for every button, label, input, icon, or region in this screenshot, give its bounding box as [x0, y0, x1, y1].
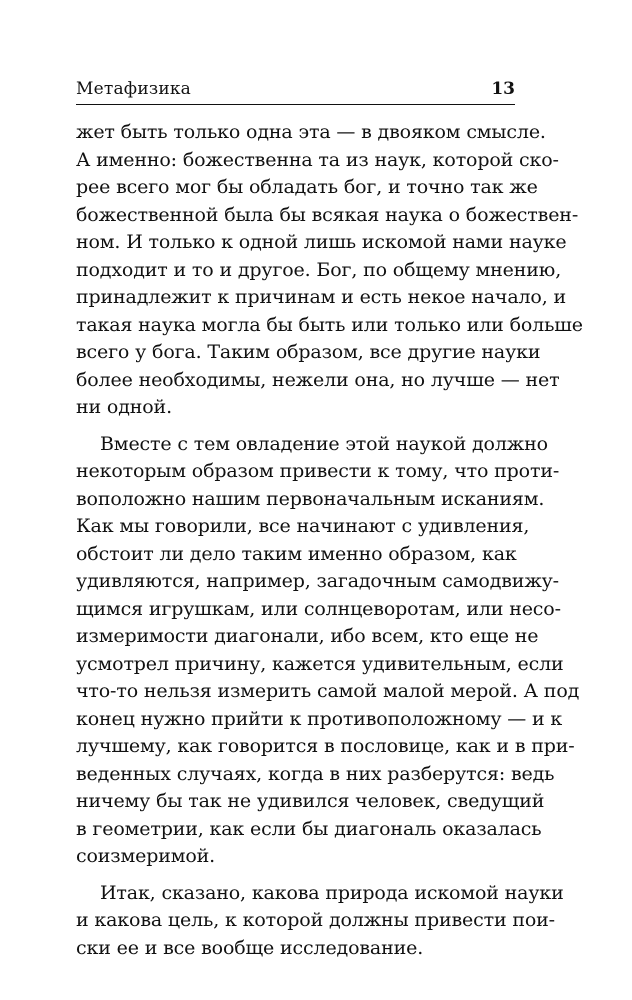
text-line: Как мы говорили, все начинают с удивления,: [76, 515, 530, 537]
text-line: веденных случаях, когда в них разберутся: ведь: [76, 762, 555, 785]
text-line: ски ее и все вообще исследование.: [76, 936, 424, 959]
paragraph-gap: [76, 422, 515, 431]
text-line: ни одной.: [76, 396, 172, 418]
text-line: воположно нашим первоначальным исканиям.: [76, 487, 545, 510]
text-line: принадлежит к причинам и есть некое начало, и: [76, 286, 566, 308]
text-line: щимся игрушкам, или солнцеворотам, или несо-: [76, 597, 561, 620]
text-line: соизмеримой.: [76, 845, 216, 867]
running-title: Метафизика: [76, 79, 192, 99]
book-page: [76, 78, 583, 962]
text-line: ничему бы так не удивился человек, сведущий: [76, 790, 545, 812]
text-line: жет быть только одна эта — в двояком смысле.: [76, 121, 546, 143]
text-line: измеримости диагонали, ибо всем, кто еще не: [76, 625, 539, 647]
text-line: ном. И только к одной лишь искомой нами науке: [76, 231, 567, 253]
running-head: [76, 78, 515, 105]
text-line: удивляются, например, загадочным самодвижу-: [76, 570, 559, 592]
paragraph-3: [76, 880, 564, 963]
text-line: Итак, сказано, какова природа искомой науки: [100, 881, 564, 904]
paragraph-gap: [76, 871, 515, 880]
paragraph-1: [76, 119, 583, 422]
text-line: Вместе с тем овладение этой наукой должно: [100, 432, 548, 455]
text-line: всего у бога. Таким образом, все другие науки: [76, 341, 541, 363]
text-line: лучшему, как говорится в пословице, как и в при-: [76, 735, 575, 757]
text-line: некоторым образом привести к тому, что проти-: [76, 460, 560, 482]
text-line: более необходимы, нежели она, но лучше — нет: [76, 368, 560, 391]
text-line: конец нужно прийти к противоположному — и к: [76, 707, 563, 730]
text-line: обстоит ли дело таким именно образом, как: [76, 542, 517, 565]
text-line: божественной была бы всякая наука о божествен-: [76, 203, 579, 226]
paragraph-2: [76, 431, 580, 871]
text-body: [76, 119, 583, 962]
text-line: усмотрел причину, кажется удивительным, если: [76, 652, 564, 675]
text-line: А именно: божественна та из наук, которой ско-: [76, 148, 559, 171]
text-line: что-то нельзя измерить самой малой мерой. А под: [76, 680, 580, 702]
page-number: 13: [491, 79, 515, 99]
text-line: в геометрии, как если бы диагональ оказалась: [76, 817, 542, 840]
text-line: такая наука могла бы быть или только или больше: [76, 313, 583, 336]
text-line: рее всего мог бы обладать бог, и точно так же: [76, 176, 538, 198]
text-line: подходит и то и другое. Бог, по общему мнению,: [76, 258, 562, 281]
text-line: и какова цель, к которой должны привести пои-: [76, 909, 555, 931]
